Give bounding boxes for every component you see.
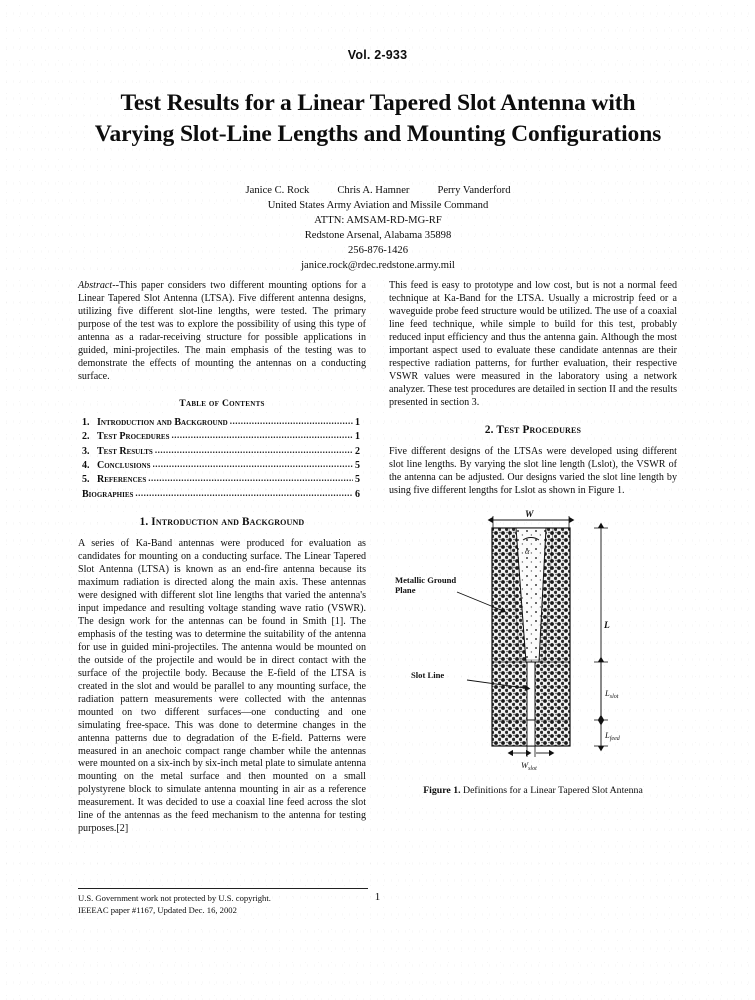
abstract-paragraph: [78, 280, 366, 384]
author-phone: 256-876-1426: [347, 245, 409, 257]
toc-page: 6: [355, 488, 360, 500]
slot-line-region: [527, 662, 535, 720]
toc-entry[interactable]: [82, 431, 360, 444]
footer-divider: [78, 888, 368, 889]
label-w-slot: $W_{slot}$: [521, 759, 537, 772]
toc-page: 5: [355, 460, 360, 472]
toc-page: 2: [355, 445, 360, 457]
figure-caption: [389, 785, 677, 797]
author-block: [88, 183, 668, 273]
section-heading-introduction: 1. Introduction and Background: [139, 515, 305, 528]
author-email: janice.rock@rdec.redstone.army.mil: [301, 260, 455, 272]
table-of-contents: [78, 417, 366, 502]
toc-number: 1.: [82, 417, 90, 429]
intro-paragraph-1: A series of Ka-Band antennas were produced for evaluation as candidates for mounting on a conducting surface. The Linear Tapered Slot Antenna (LTSA) is known as an end-fire antenna because its maximum radiation is directed along the main axis. These antennas were designed with different slot line lengths that varied the antenna's input impedance and resulting voltage standing wave ratio (VSWR). The design work for the antennas can be found in Smith [1]. The emphasis of the testing was to determine the suitability of the antenna for use in guided mini-projectiles. The antenna would be mounted on the outside of the projectile and would be in direct contact with the surface of the projectile body. Because the E-field of the LTSA is created in the slot and would be parallel to any mounting surface, the radiation pattern measurements were collected with the antennas mounted on two different surfaces—one conducting and one simulating free-space. This was done to determine changes in the antenna patterns due to degradation of the E-field. Patterns were measured in an anechoic compact range chamber while the antennas were mounted on a six-inch by six-inch metal plate to simulate antenna mounting on the metal surface and then mounted on a small polystyrene block to simulate antenna mounting in air as a reference measurement. It was decided to use a coaxial line feed across the slot line of the antennas as the feed mechanism to the antenna for testing purposes.[2]: [78, 538, 366, 835]
ltsa-diagram: [389, 510, 677, 772]
label-l: L: [604, 620, 610, 631]
abstract-label: Abstract: [78, 280, 113, 291]
toc-leader: [153, 459, 353, 471]
toc-entry[interactable]: [82, 446, 360, 459]
toc-number: 5.: [82, 474, 90, 486]
author-address: Redstone Arsenal, Alabama 35898: [304, 230, 452, 242]
figure-caption-label: Figure 1.: [423, 784, 461, 796]
toc-entry[interactable]: [82, 417, 360, 430]
toc-label: Test Procedures: [97, 431, 170, 443]
toc-number: 3.: [82, 445, 90, 457]
label-metallic-ground-plane: Metallic Ground Plane: [395, 574, 457, 595]
label-w: W: [525, 509, 534, 520]
label-l-slot: $L_{slot}$: [605, 687, 619, 700]
label-l-feed: $L_{feed}$: [605, 729, 620, 742]
author-name: Janice C. Rock: [245, 185, 310, 196]
volume-header: Vol. 2-933: [347, 48, 408, 62]
toc-leader: [148, 473, 353, 485]
author-name: Chris A. Hamner: [337, 185, 410, 196]
toc-entry[interactable]: [82, 474, 360, 487]
page-title: Test Results for a Linear Tapered Slot Antenna with Varying Slot-Line Lengths and Mounting Configurations: [94, 90, 662, 147]
author-organization: United States Army Aviation and Missile Command: [267, 200, 489, 212]
author-name: Perry Vanderford: [437, 185, 511, 196]
toc-leader: [230, 416, 353, 428]
toc-label: Biographies: [82, 488, 134, 500]
toc-page: 1: [355, 417, 360, 429]
toc-label: References: [97, 474, 147, 486]
abstract-text: --This paper considers two different mounting options for a Linear Tapered Slot Antenna (LTSA). Five different antenna designs, utilizing five different slot-line lengths, were tested. The primary purpose of the test was to explore the possibility of using this type of antenna as a radar-receiving structure for possible applications in guided, mini-projectiles. The main emphasis of the testing was to demonstrate the effects of mounting the antennas on a conducting surface.: [78, 280, 366, 382]
toc-leader: [135, 488, 353, 500]
footer-paper-id: IEEEAC paper #1167, Updated Dec. 16, 2002: [78, 905, 237, 916]
procedures-paragraph-1: Five different designs of the LTSAs were developed using different slot line lengths. By varying the slot line length (Lslot), the VSWR of the antenna can be adjusted. Our designs varied the slot line length by using five different lengths for Lslot as shown in Figure 1.: [389, 446, 677, 496]
feed-region: [527, 720, 535, 746]
toc-number: 2.: [82, 431, 90, 443]
toc-leader: [155, 445, 353, 457]
footer-copyright: U.S. Government work not protected by U.S. copyright.: [78, 893, 271, 903]
figure-1: [389, 510, 677, 797]
section-heading-test-procedures: 2. Test Procedures: [484, 423, 582, 436]
toc-heading: Table of Contents: [179, 397, 265, 409]
author-names: [88, 183, 668, 198]
column-right: [389, 280, 677, 797]
figure-caption-text: Definitions for a Linear Tapered Slot Antenna: [460, 784, 643, 796]
column-left: [78, 280, 366, 845]
toc-entry[interactable]: [82, 489, 360, 502]
toc-label: Introduction and Background: [97, 417, 228, 429]
intro-paragraph-2: This feed is easy to prototype and low cost, but is not a normal feed technique at Ka-Band for the LTSA. Usually a microstrip feed or a waveguide probe feed structure would be utilized. The use of a coaxial line feed technique, while simple to build for this test, probably reduced input efficiency and thus the antenna gain. Although the most important aspect used to evaluate these candidate antennas are their respective radiation patterns, for further evaluation, their respective VSWR values were measured in the laboratory using a network analyzer. These test procedures are detailed in section II and the results presented in section 3.: [389, 280, 677, 408]
toc-label: Test Results: [97, 445, 153, 457]
toc-number: 4.: [82, 460, 90, 472]
toc-entry[interactable]: [82, 460, 360, 473]
label-alpha: α: [525, 545, 530, 556]
page-number: 1: [374, 891, 381, 903]
toc-leader: [171, 430, 353, 442]
author-attn: ATTN: AMSAM-RD-MG-RF: [314, 215, 442, 227]
toc-page: 1: [355, 431, 360, 443]
toc-page: 5: [355, 474, 360, 486]
label-slot-line: Slot Line: [411, 669, 445, 680]
toc-label: Conclusions: [97, 460, 151, 472]
